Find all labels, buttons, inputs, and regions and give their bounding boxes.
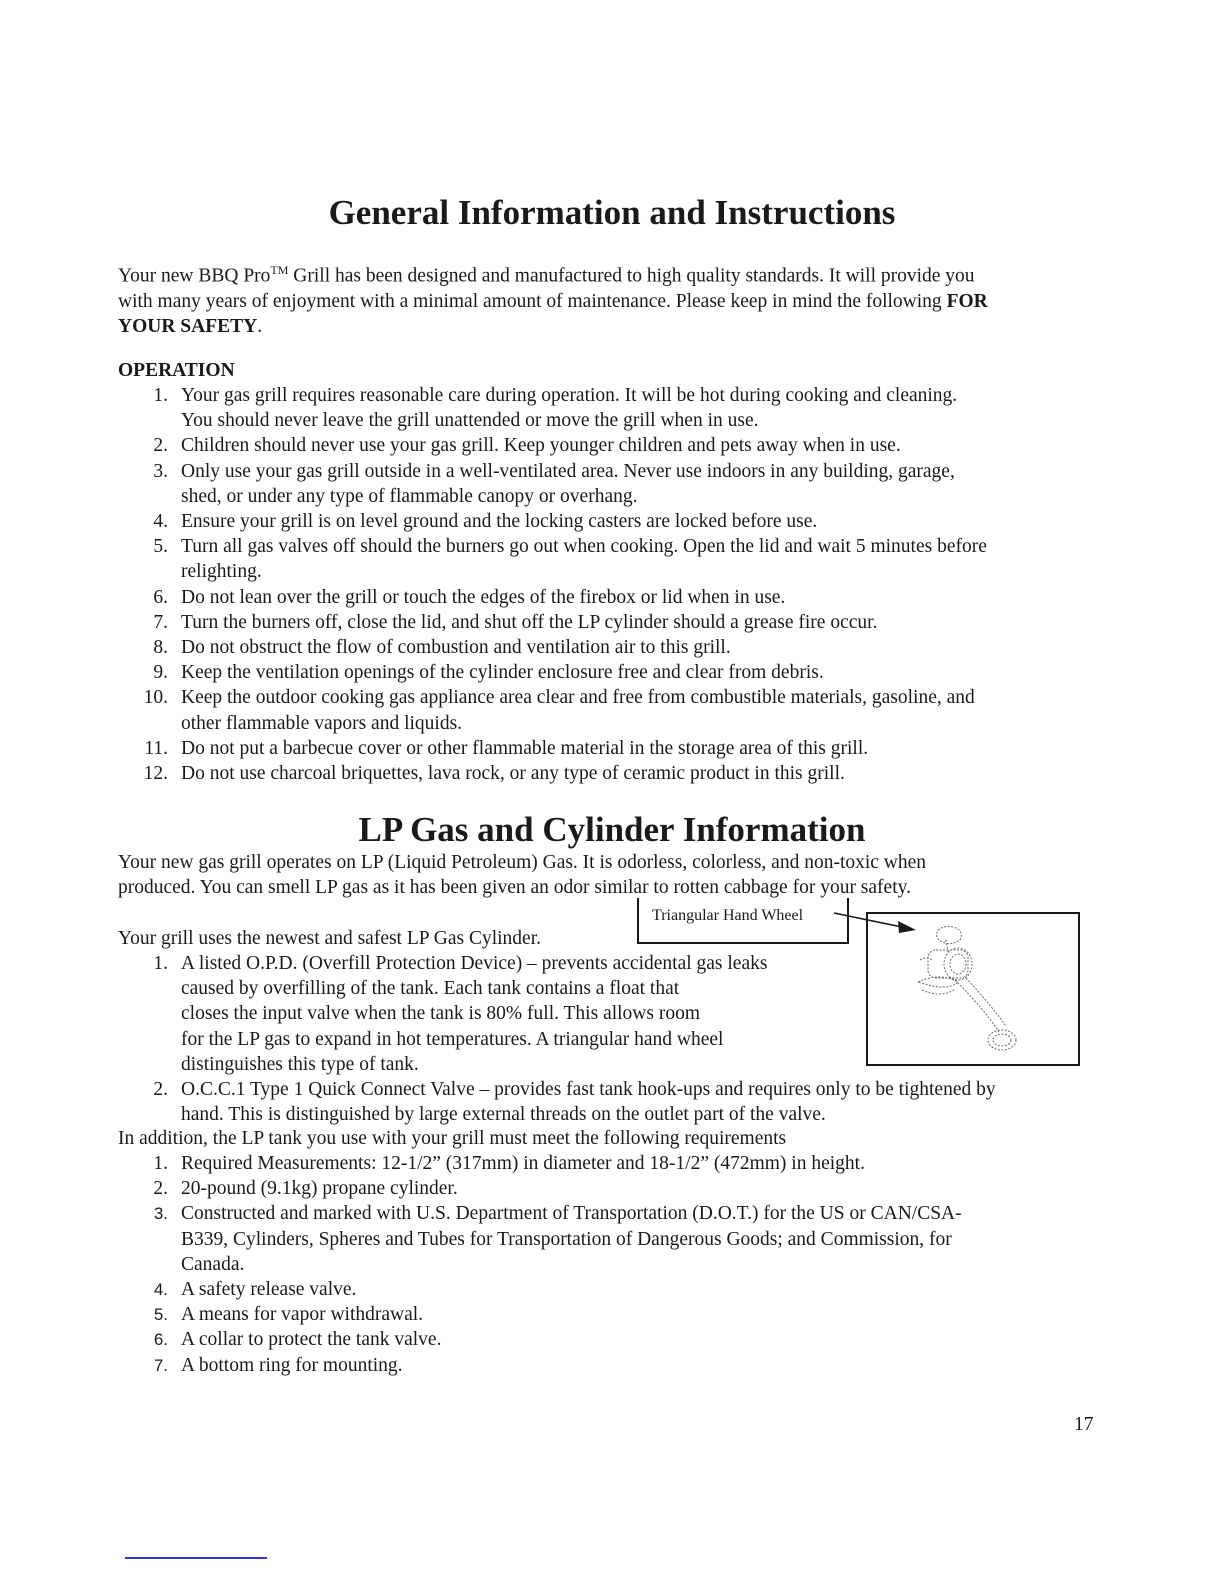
list-item bbox=[118, 459, 1108, 509]
list-item-number: 3. bbox=[153, 460, 168, 482]
list-item-line: Do not use charcoal briquettes, lava rock, or any type of ceramic product in this grill. bbox=[181, 763, 845, 785]
operation-heading: OPERATION bbox=[118, 360, 235, 381]
list-item-line: A listed O.P.D. (Overfill Protection Device) – prevents accidental gas leaks bbox=[181, 953, 768, 974]
intro-bold-your-safety: YOUR SAFETY bbox=[118, 315, 258, 337]
list-item-line: Constructed and marked with U.S. Department of Transportation (D.O.T.) for the US or CAN/CSA- bbox=[181, 1203, 962, 1225]
section-title-general: General Information and Instructions bbox=[328, 193, 896, 232]
list-item bbox=[118, 951, 1108, 1077]
list-item-number: 7. bbox=[153, 611, 168, 633]
list-item bbox=[118, 1176, 1108, 1201]
list-item-line: caused by overfilling of the tank. Each tank contains a float that bbox=[181, 978, 680, 1000]
list-item-number: 6. bbox=[153, 1330, 168, 1350]
list-item-line: Keep the ventilation openings of the cylinder enclosure free and clear from debris. bbox=[181, 662, 824, 684]
list-item bbox=[118, 1277, 1108, 1302]
list-item-line: Do not obstruct the flow of combustion and ventilation air to this grill. bbox=[181, 637, 731, 659]
cylinder-intro-line: Your grill uses the newest and safest LP Gas Cylinder. bbox=[118, 928, 542, 949]
section-title-lp-gas: LP Gas and Cylinder Information bbox=[358, 810, 866, 849]
list-item-line: A safety release valve. bbox=[181, 1279, 357, 1301]
list-item bbox=[118, 635, 1108, 660]
lp-intro-line1: Your new gas grill operates on LP (Liquid Petroleum) Gas. It is odorless, colorless, and non-toxic when bbox=[118, 852, 927, 873]
list-item bbox=[118, 1353, 1108, 1378]
list-item-line: relighting. bbox=[181, 561, 262, 583]
cylinder-features-list bbox=[118, 951, 1108, 1127]
list-item-number: 4. bbox=[153, 511, 168, 533]
general-intro bbox=[118, 258, 1118, 339]
list-item-line: O.C.C.1 Type 1 Quick Connect Valve – provides fast tank hook-ups and requires only to be tightened by bbox=[181, 1079, 996, 1101]
list-item-line: A bottom ring for mounting. bbox=[181, 1354, 403, 1376]
list-item-line: 20-pound (9.1kg) propane cylinder. bbox=[181, 1178, 458, 1200]
list-item-number: 2. bbox=[153, 1178, 168, 1200]
list-item-line: other flammable vapors and liquids. bbox=[181, 712, 463, 734]
requirements-list bbox=[118, 1151, 1108, 1378]
list-item-number: 2. bbox=[153, 435, 168, 457]
list-item-line: shed, or under any type of flammable canopy or overhang. bbox=[181, 485, 638, 507]
list-item-line: Only use your gas grill outside in a well-ventilated area. Never use indoors in any building, garage, bbox=[181, 460, 955, 482]
list-item bbox=[118, 1201, 1108, 1277]
list-item-line: A means for vapor withdrawal. bbox=[181, 1304, 424, 1326]
list-item-number: 10. bbox=[143, 687, 168, 709]
list-item-line: A collar to protect the tank valve. bbox=[181, 1329, 442, 1351]
list-item-line: Do not put a barbecue cover or other flammable material in the storage area of this grill. bbox=[181, 737, 869, 759]
list-item-line: Keep the outdoor cooking gas appliance area clear and free from combustible materials, gasoline, and bbox=[181, 687, 975, 709]
page-number: 17 bbox=[1074, 1414, 1094, 1435]
list-item-number: 9. bbox=[153, 662, 168, 684]
list-item-line: Turn all gas valves off should the burners go out when cooking. Open the lid and wait 5 minutes before bbox=[181, 536, 987, 558]
list-item-number: 4. bbox=[153, 1280, 168, 1300]
list-item bbox=[118, 660, 1108, 685]
list-item-line: closes the input valve when the tank is 80% full. This allows room bbox=[181, 1003, 701, 1025]
requirements-intro: In addition, the LP tank you use with your grill must meet the following requirements bbox=[118, 1128, 787, 1149]
list-item bbox=[118, 534, 1108, 584]
intro-end: . bbox=[257, 315, 263, 337]
list-item-line: Do not lean over the grill or touch the edges of the firebox or lid when in use. bbox=[181, 586, 786, 608]
list-item bbox=[118, 610, 1108, 635]
list-item-number: 6. bbox=[153, 586, 168, 608]
list-item-number: 7. bbox=[153, 1355, 168, 1375]
list-item bbox=[118, 1302, 1108, 1327]
intro-text-line2: with many years of enjoyment with a minimal amount of maintenance. Please keep in mind the following bbox=[118, 290, 947, 312]
trademark-mark: TM bbox=[270, 263, 289, 277]
list-item bbox=[118, 1077, 1108, 1127]
list-item-line: Your gas grill requires reasonable care during operation. It will be hot during cooking and cleaning. bbox=[181, 385, 958, 406]
operation-list bbox=[118, 383, 1108, 786]
list-item bbox=[118, 585, 1108, 610]
intro-text-a: Your new BBQ Pro bbox=[118, 265, 271, 287]
list-item bbox=[118, 509, 1108, 534]
intro-text-b: Grill has been designed and manufactured to high quality standards. It will provide you bbox=[288, 265, 975, 287]
intro-bold-for: FOR bbox=[946, 290, 988, 312]
list-item-number: 1. bbox=[153, 385, 168, 406]
list-item-line: You should never leave the grill unattended or move the grill when in use. bbox=[181, 410, 759, 432]
footer-rule bbox=[125, 1557, 267, 1559]
callout-label-triangular-hand-wheel: Triangular Hand Wheel bbox=[652, 907, 804, 924]
list-item-line: Canada. bbox=[181, 1253, 245, 1275]
list-item-line: B339, Cylinders, Spheres and Tubes for Transportation of Dangerous Goods; and Commission, for bbox=[181, 1228, 952, 1250]
list-item-line: Turn the burners off, close the lid, and shut off the LP cylinder should a grease fire occur. bbox=[181, 611, 878, 633]
list-item bbox=[118, 383, 1108, 433]
list-item-line: for the LP gas to expand in hot temperatures. A triangular hand wheel bbox=[181, 1028, 724, 1050]
list-item-line: Ensure your grill is on level ground and the locking casters are locked before use. bbox=[181, 511, 818, 533]
lp-intro bbox=[118, 850, 1118, 900]
list-item bbox=[118, 736, 1108, 761]
list-item bbox=[118, 761, 1108, 786]
list-item-number: 3. bbox=[153, 1204, 168, 1224]
list-item-line: distinguishes this type of tank. bbox=[181, 1053, 419, 1075]
list-item bbox=[118, 685, 1108, 735]
list-item-number: 1. bbox=[153, 953, 168, 974]
list-item-number: 5. bbox=[153, 1305, 168, 1325]
list-item bbox=[118, 1327, 1108, 1352]
list-item-line: Required Measurements: 12-1/2” (317mm) in diameter and 18-1/2” (472mm) in height. bbox=[181, 1153, 865, 1174]
list-item-number: 1. bbox=[153, 1153, 168, 1174]
list-item bbox=[118, 1151, 1108, 1176]
list-item-line: Children should never use your gas grill. Keep younger children and pets away when in use. bbox=[181, 435, 901, 457]
list-item-number: 12. bbox=[143, 763, 168, 785]
list-item-line: hand. This is distinguished by large external threads on the outlet part of the valve. bbox=[181, 1104, 826, 1126]
list-item-number: 11. bbox=[144, 737, 168, 759]
list-item-number: 5. bbox=[153, 536, 168, 558]
list-item-number: 8. bbox=[153, 637, 168, 659]
list-item-number: 2. bbox=[153, 1079, 168, 1101]
lp-intro-line2: produced. You can smell LP gas as it has been given an odor similar to rotten cabbage for your safety. bbox=[118, 877, 911, 898]
list-item bbox=[118, 433, 1108, 458]
